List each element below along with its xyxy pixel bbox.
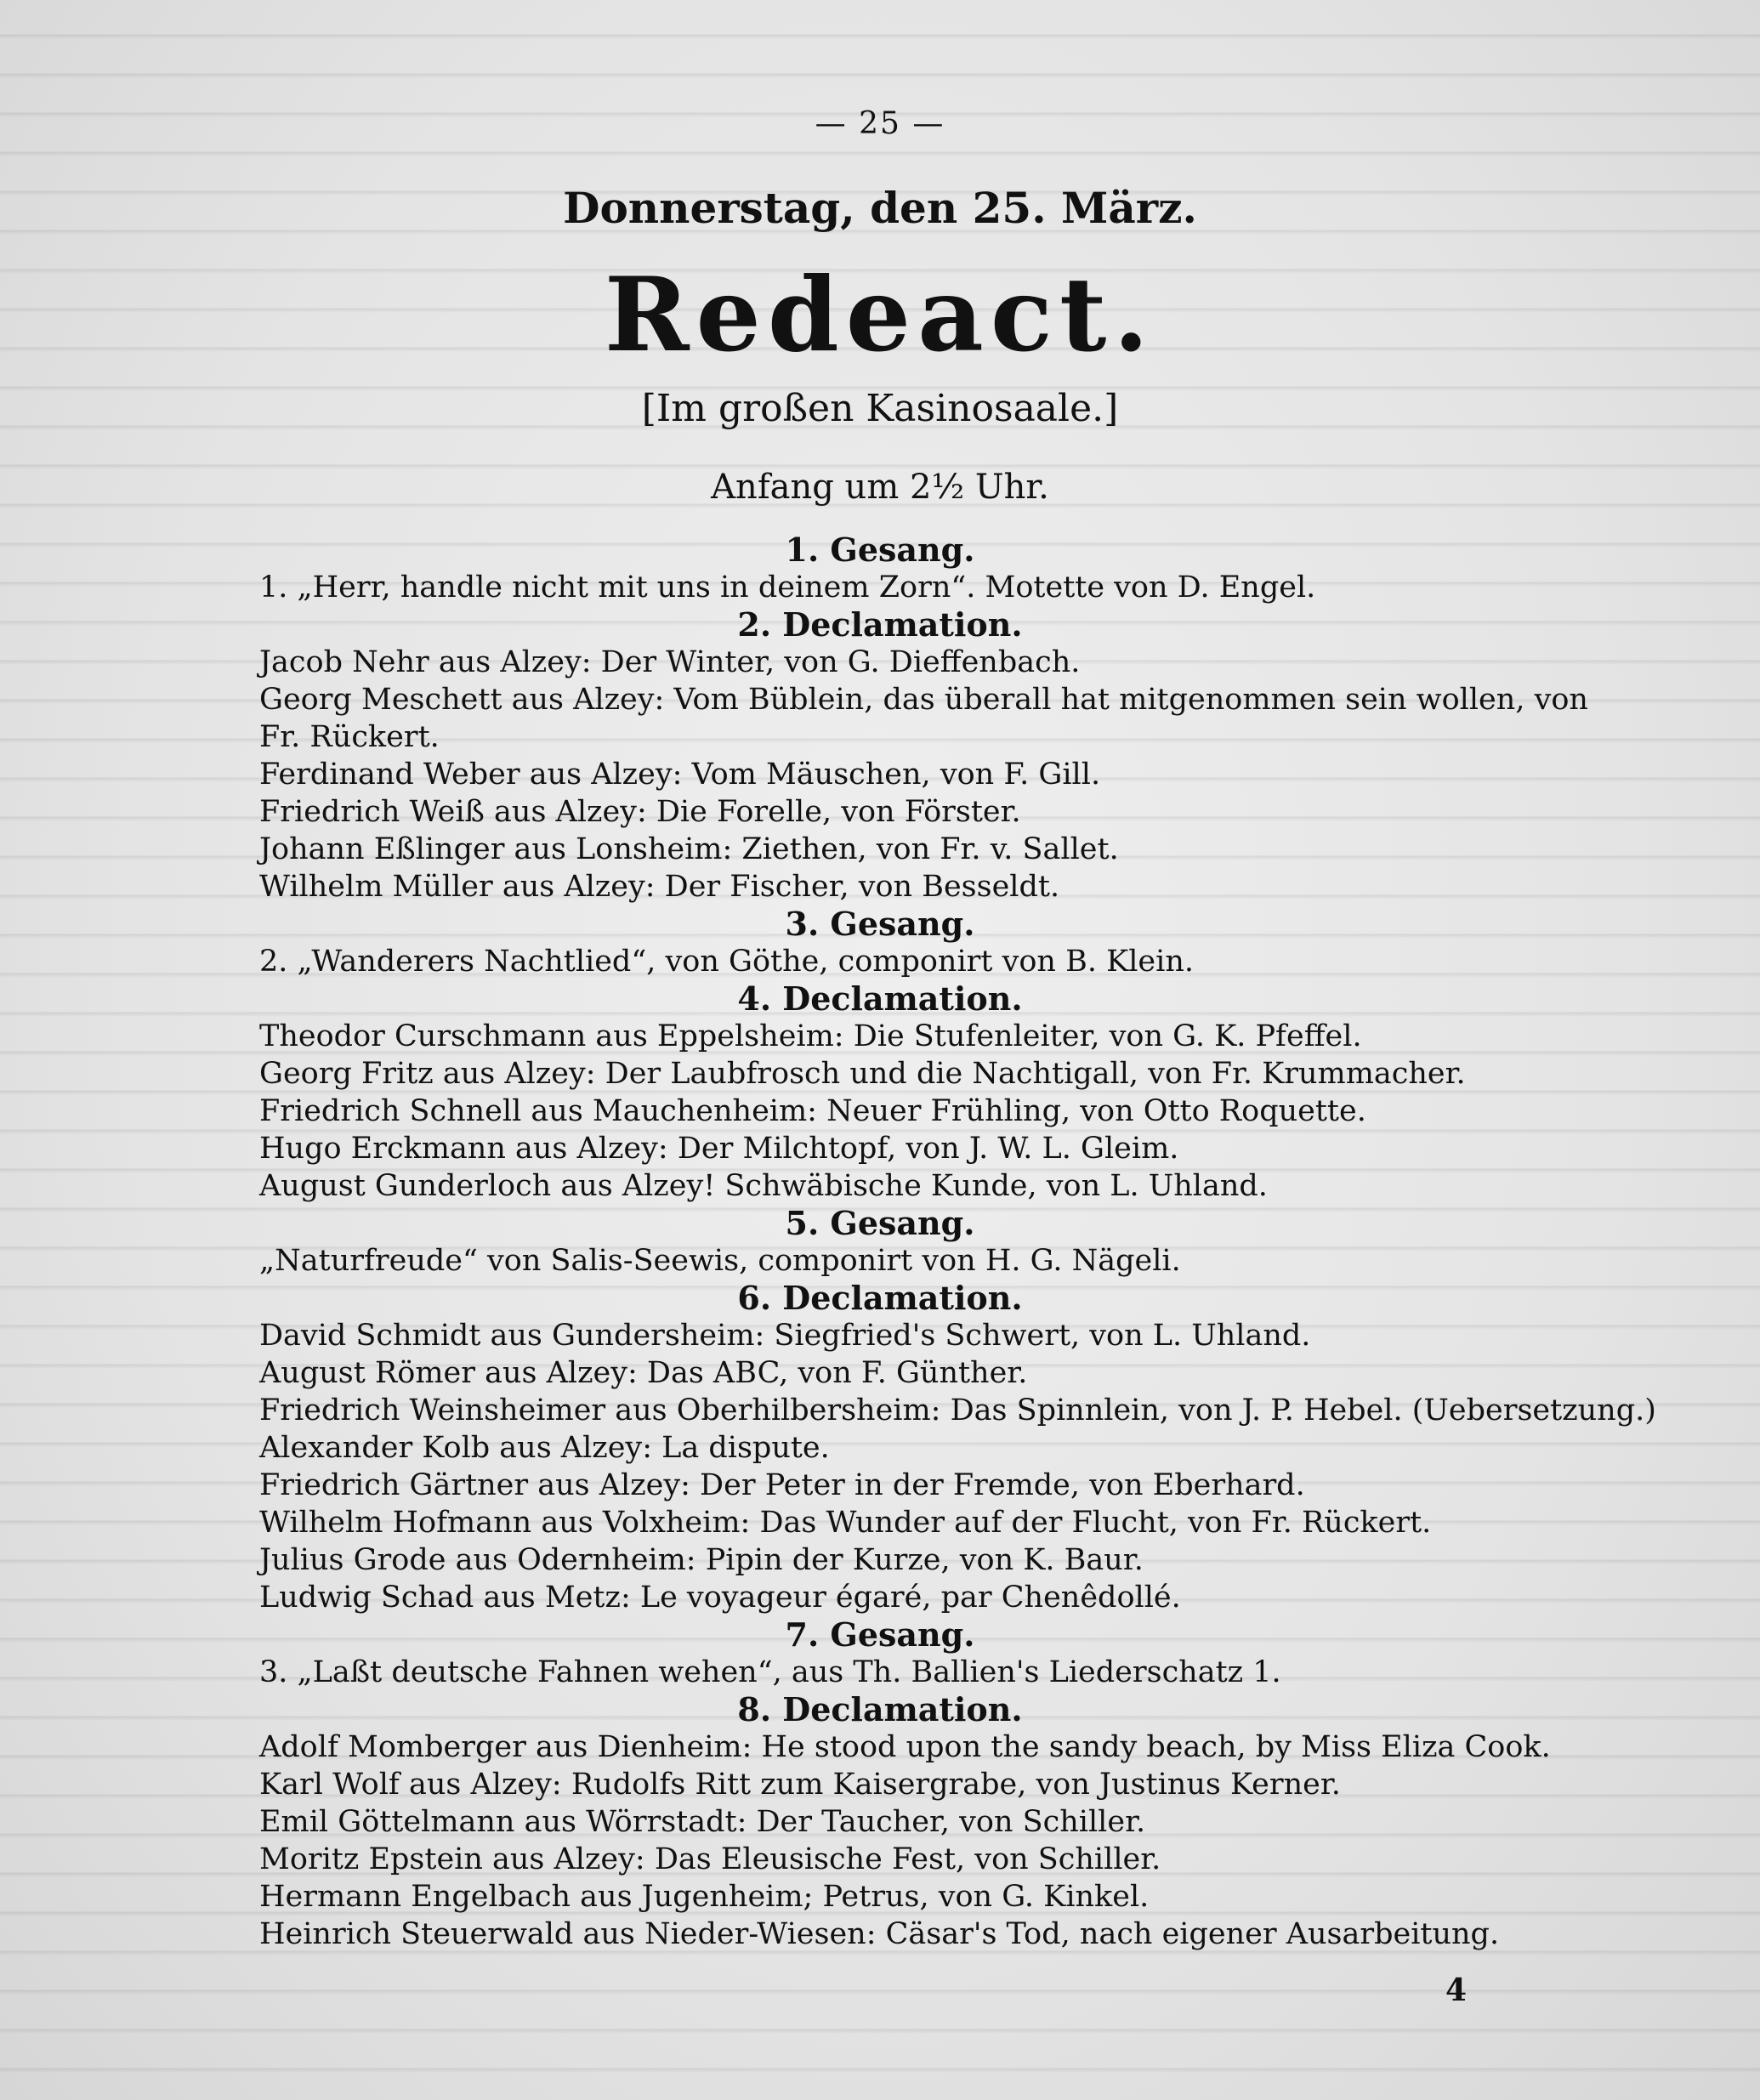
venue-line: [Im großen Kasinosaale.] [641,387,1119,430]
date-line: Donnerstag, den 25. März. [563,183,1197,233]
program-line: Jacob Nehr aus Alzey: Der Winter, von G. Dieffenbach. [259,645,1081,679]
program-list [259,531,1662,1953]
signature-mark: 4 [1445,1972,1468,2008]
section-heading: 6. Declamation. [737,1279,1023,1317]
page-number: — 25 — [815,106,945,141]
section-heading: 1. Gesang. [785,531,975,569]
program-line: Theodor Curschmann aus Eppelsheim: Die Stufenleiter, von G. K. Pfeffel. [259,1019,1362,1053]
program-line: 3. „Laßt deutsche Fahnen wehen“, aus Th. Ballien's Liederschatz 1. [259,1655,1281,1689]
section-heading: 5. Gesang. [785,1204,975,1242]
program-line: Friedrich Schnell aus Mauchenheim: Neuer Frühling, von Otto Roquette. [259,1094,1366,1128]
program-line: Hermann Engelbach aus Jugenheim; Petrus, von G. Kinkel. [259,1880,1150,1914]
program-line: Heinrich Steuerwald aus Nieder-Wiesen: Cäsar's Tod, nach eigener Ausarbeitung. [259,1917,1500,1951]
program-line: Georg Fritz aus Alzey: Der Laubfrosch und die Nachtigall, von Fr. Krummacher. [259,1057,1466,1091]
program-line: David Schmidt aus Gundersheim: Siegfried's Schwert, von L. Uhland. [259,1319,1311,1353]
program-line: Fr. Rückert. [259,720,440,754]
program-line: Wilhelm Hofmann aus Volxheim: Das Wunder auf der Flucht, von Fr. Rückert. [259,1506,1432,1540]
program-line: Julius Grode aus Odernheim: Pipin der Kurze, von K. Baur. [259,1543,1144,1577]
section-heading: 2. Declamation. [737,605,1023,644]
program-line: Georg Meschett aus Alzey: Vom Büblein, das überall hat mitgenommen sein wollen, von [259,683,1588,717]
program-line: „Naturfreude“ von Salis-Seewis, componirt von H. G. Nägeli. [259,1244,1181,1278]
program-line: Ferdinand Weber aus Alzey: Vom Mäuschen, von F. Gill. [259,758,1101,792]
program-line: Emil Göttelmann aus Wörrstadt: Der Taucher, von Schiller. [259,1805,1146,1839]
program-line: Wilhelm Müller aus Alzey: Der Fischer, von Besseldt. [259,870,1060,904]
start-time: Anfang um 2½ Uhr. [711,468,1049,507]
section-heading: 3. Gesang. [785,905,975,943]
program-line: Friedrich Gärtner aus Alzey: Der Peter in der Fremde, von Eberhard. [259,1468,1305,1502]
section-heading: 4. Declamation. [737,979,1023,1018]
program-line: 2. „Wanderers Nachtlied“, von Göthe, componirt von B. Klein. [259,945,1194,979]
program-line: 1. „Herr, handle nicht mit uns in deinem Zorn“. Motette von D. Engel. [259,570,1316,604]
program-line: Hugo Erckmann aus Alzey: Der Milchtopf, von J. W. L. Gleim. [259,1132,1179,1166]
program-line: Friedrich Weiß aus Alzey: Die Forelle, von Förster. [259,795,1021,829]
program-line: Ludwig Schad aus Metz: Le voyageur égaré, par Chenêdollé. [259,1581,1181,1615]
section-heading: 7. Gesang. [785,1615,975,1654]
program-line: August Gunderloch aus Alzey! Schwäbische Kunde, von L. Uhland. [259,1169,1268,1203]
program-line: Adolf Momberger aus Dienheim: He stood upon the sandy beach, by Miss Eliza Cook. [259,1730,1551,1764]
program-line: August Römer aus Alzey: Das ABC, von F. Günther. [259,1356,1028,1390]
section-heading: 8. Declamation. [737,1690,1023,1728]
program-line: Friedrich Weinsheimer aus Oberhilbersheim: Das Spinnlein, von J. P. Hebel. (Uebersetzung.) [259,1393,1656,1427]
program-line: Alexander Kolb aus Alzey: La dispute. [259,1431,830,1465]
program-line: Johann Eßlinger aus Lonsheim: Ziethen, von Fr. v. Sallet. [259,832,1119,866]
program-line: Moritz Epstein aus Alzey: Das Eleusische Fest, von Schiller. [259,1842,1161,1876]
page-title: Redeact. [604,255,1156,375]
program-line: Karl Wolf aus Alzey: Rudolfs Ritt zum Kaisergrabe, von Justinus Kerner. [259,1768,1341,1802]
